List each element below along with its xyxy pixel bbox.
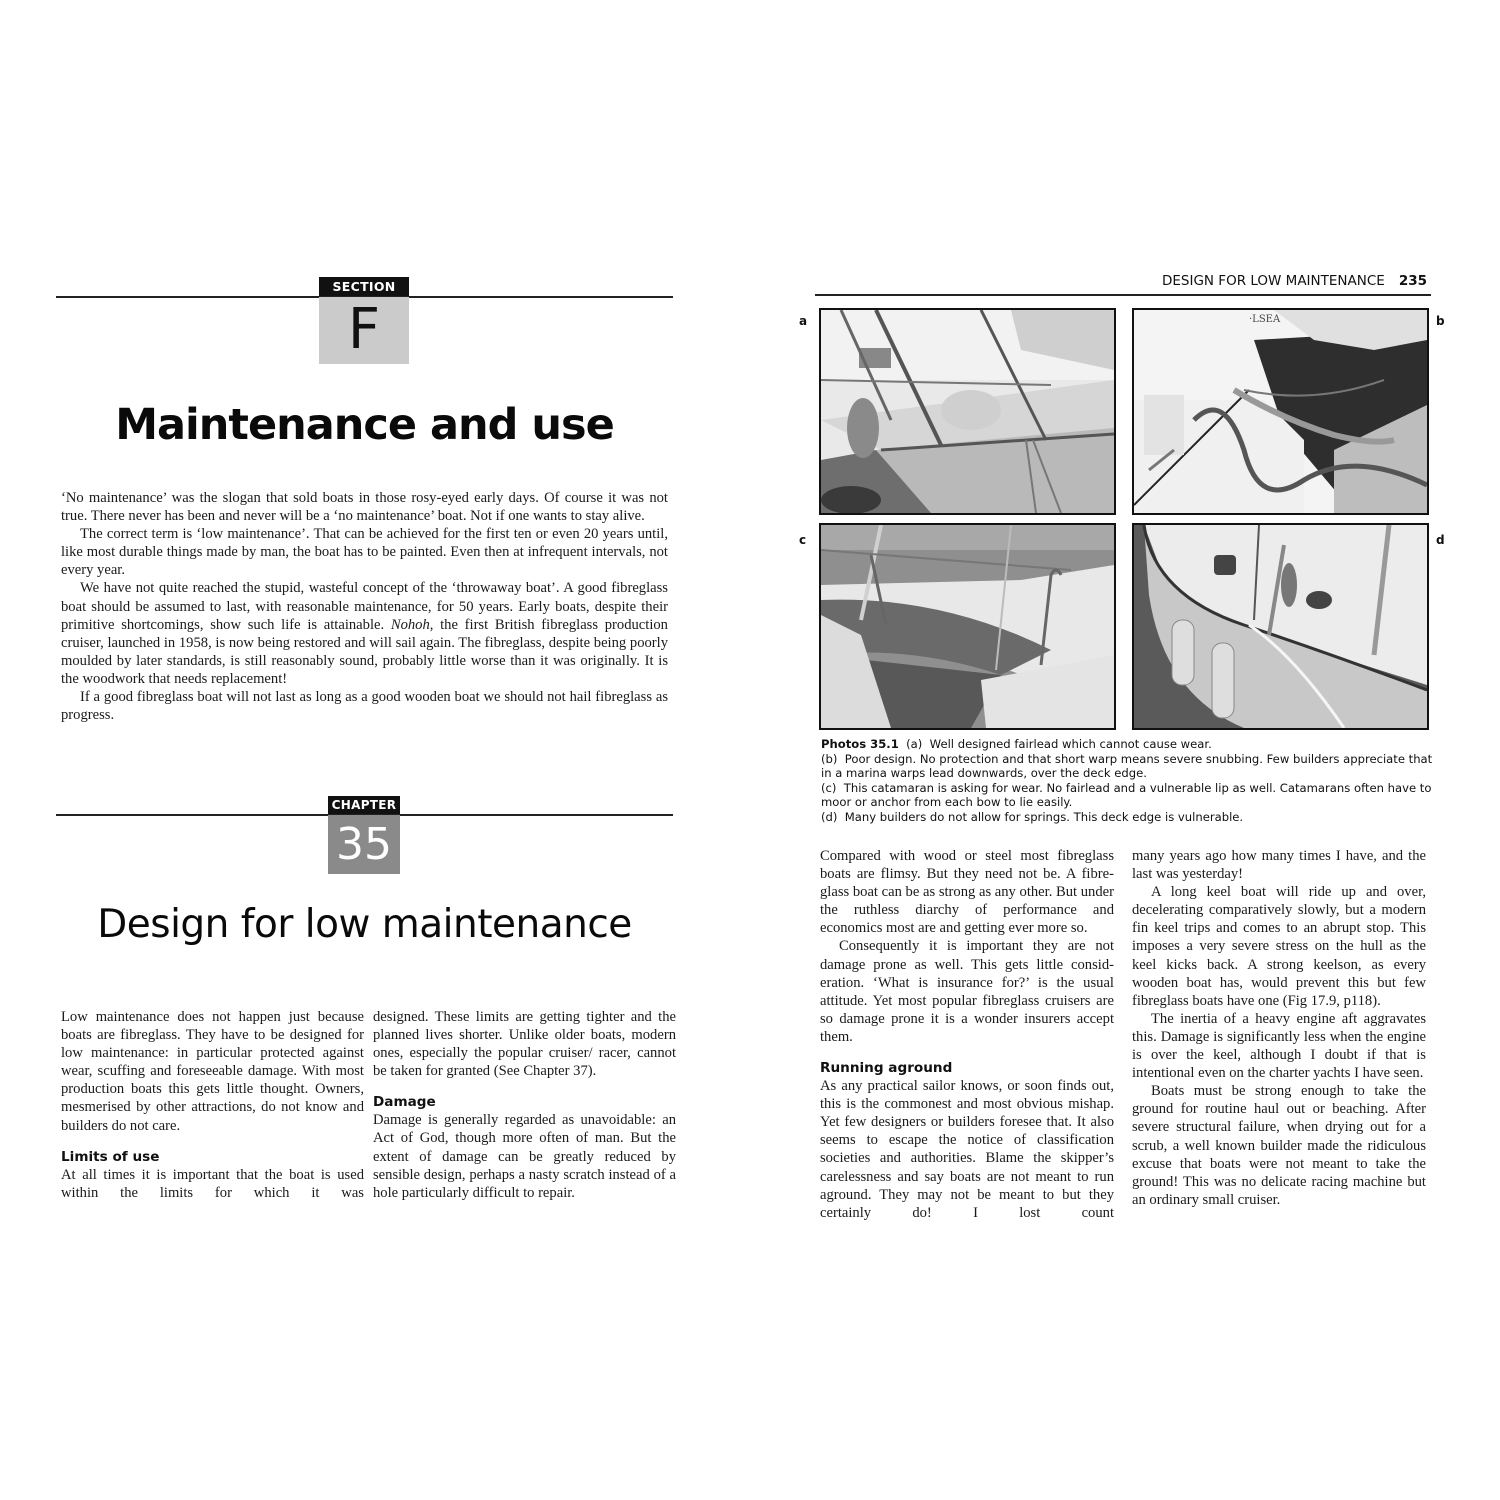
right-column-2: [1132, 847, 1426, 1209]
photo-c-catamaran: [819, 523, 1116, 730]
photo-letter-b: b: [1436, 314, 1445, 328]
caption-text-d: Many builders do not allow for springs. This deck edge is vulnerable.: [844, 809, 1244, 824]
paragraph: designed. These limits are getting tighter and the planned lives shorter. Unlike older boats, modern ones, especially the popular cruiser/ racer, cannot be taken for granted (See Chapter 37).: [373, 1009, 676, 1080]
intro-paragraph: If a good fibreglass boat will not last as long as a good wooden boat we should not hail fibreglass as progress.: [61, 689, 668, 724]
paragraph: Compared with wood or steel most fibreglass boats are flimsy. But they need not be. A fibreglass boat can be as strong as any other. But under the ruthless diarchy of performance and economics most are and getting ever more so.: [820, 848, 1114, 937]
photo-letter-c: c: [799, 533, 807, 547]
photo-letter-a: a: [799, 314, 808, 328]
photo-b-image: [1134, 310, 1427, 513]
photo-b-warp: [1132, 308, 1429, 515]
photo-c-image: [821, 525, 1114, 728]
chapter-title: Design for low maintenance: [97, 902, 632, 947]
caption-tag-b: (b): [821, 751, 838, 766]
intro-paragraph: ‘No maintenance’ was the slogan that sold boats in those rosy-eyed early days. Of course it was not true. There never has been and never will be a ‘no maintenance’ boat. Not if one wants to stay alive.: [61, 490, 668, 525]
heading-damage: Damage: [373, 1094, 436, 1111]
heading-limits-of-use: Limits of use: [61, 1148, 160, 1165]
caption-text-b: Poor design. No protection and that short warp means severe snubbing. Few builders appreciate that in a marina warps lead downwards, over the deck edge.: [821, 751, 1433, 781]
hull-lettering: ·LSEA: [1249, 314, 1281, 325]
photo-d-image: [1134, 525, 1427, 728]
running-head-title: DESIGN FOR LOW MAINTENANCE: [1161, 273, 1385, 289]
caption-label: Photos 35.1: [821, 737, 899, 751]
boat-name-nohoh: Nohoh: [390, 616, 430, 633]
paragraph: Boats must be strong enough to take the ground for routine haul out or beaching. After severe structural failure, when drying out for a scrub, a well known builder made the ridiculous excuse that boats were not meant to take the ground! This was no delicate racing machine but an ordinary small cruiser.: [1132, 1083, 1426, 1208]
intro-paragraph: [61, 579, 668, 688]
caption-line-d: [821, 810, 1441, 825]
intro-text: , the first British fibreglass production cruiser, launched in 1958, is now being restored and will sail again. The fibreglass, despite being poorly moulded by later standards, is still reasonably sound, probably little worse than it was originally. It is the woodwork that needs replacement!: [61, 616, 668, 687]
paragraph: Low maintenance does not happen just because boats are fibreglass. They have to be designed for low maintenance: in particular protected against wear, scuffing and foreseeable damage. With most production boats this gets little thought. Owners, mesmerised by other attractions, do not know and builders do not care.: [61, 1009, 364, 1134]
caption-text-c: This catamaran is asking for wear. No fairlead and a vulnerable lip as well. Catamarans often have to moor or anchor from each bow to lie easily.: [821, 780, 1432, 810]
section-intro: [61, 489, 668, 724]
running-head: [1162, 273, 1427, 289]
section-label: SECTION: [319, 277, 409, 296]
paragraph: many years ago how many times I have, and the last was yesterday!: [1132, 848, 1426, 883]
paragraph: As any practical sailor knows, or soon finds out, this is the commonest and most obvious mishap. Yet few designers or builders foresee that. It also seems to escape the notice of classification societies and authorities. Blame the skipper’s carelessness and say boats are not meant to run aground. They may not be meant to but they certainly do! I lost count: [820, 1078, 1114, 1221]
photo-caption: [821, 737, 1441, 825]
caption-tag-c: (c): [821, 780, 837, 795]
caption-tag-a: (a): [906, 737, 923, 751]
paragraph: A long keel boat will ride up and over, decelerating comparatively slowly, but a modern fin keel trips and comes to an abrupt stop. This imposes a very severe stress on the hull as the keel kicks back. A strong keelson, as every wooden boat has, would prevent this but few fibreglass boats have one (Fig 17.9, p118).: [1132, 884, 1426, 1009]
intro-paragraph: The correct term is ‘low maintenance’. That can be achieved for the first ten or even 20 years until, like most durable things made by man, the boat has to be painted. Even then at infrequent intervals, not every year.: [61, 526, 668, 579]
page-number: 235: [1398, 273, 1427, 289]
photo-a-fairlead: [819, 308, 1116, 515]
photo-d-fenders: [1132, 523, 1429, 730]
photo-letter-d: d: [1436, 533, 1445, 547]
chapter-number-box: 35: [328, 815, 400, 874]
left-column-1: [61, 1008, 364, 1202]
paragraph: At all times it is important that the boat is used within the limits for which it was: [61, 1166, 364, 1201]
caption-tag-d: (d): [821, 809, 838, 824]
chapter-label: CHAPTER: [328, 796, 400, 814]
caption-line-b: [821, 752, 1441, 781]
header-rule: [815, 294, 1431, 296]
paragraph: Consequently it is important they are not damage prone as well. This gets little consideration. ‘What is insurance for?’ is the usual attitude. Yet most popular fibreglass cruisers are so damage prone it is a wonder insurers accept them.: [820, 938, 1114, 1045]
caption-line-c: [821, 781, 1441, 810]
paragraph: Damage is generally regarded as unavoidable: an Act of God, though more often of man. But the extent of damage can be greatly reduced by sensible design, perhaps a nasty scratch instead of a hole particularly difficult to repair.: [373, 1112, 676, 1201]
heading-running-aground: Running aground: [820, 1060, 953, 1077]
paragraph: The inertia of a heavy engine aft aggravates this. Damage is significantly less when the engine is over the keel, although I doubt if that is intentional even on the charter yachts I have seen.: [1132, 1010, 1426, 1082]
section-letter-box: F: [319, 297, 409, 364]
section-title: Maintenance and use: [115, 400, 614, 450]
right-column-1: [820, 847, 1114, 1222]
caption-text-a: Well designed fairlead which cannot cause wear.: [929, 737, 1212, 751]
photo-a-image: [821, 310, 1114, 513]
left-column-2: [373, 1008, 676, 1202]
caption-line-a: [821, 737, 1441, 752]
intro-text: We have not quite reached the stupid, wasteful concept of the ‘throwaway boat’. A good fibreglass boat should be assumed to last, with reasonable maintenance, for 50 years. Early boats, despite their primitive shortcomings, show such life is attainable.: [61, 580, 668, 633]
